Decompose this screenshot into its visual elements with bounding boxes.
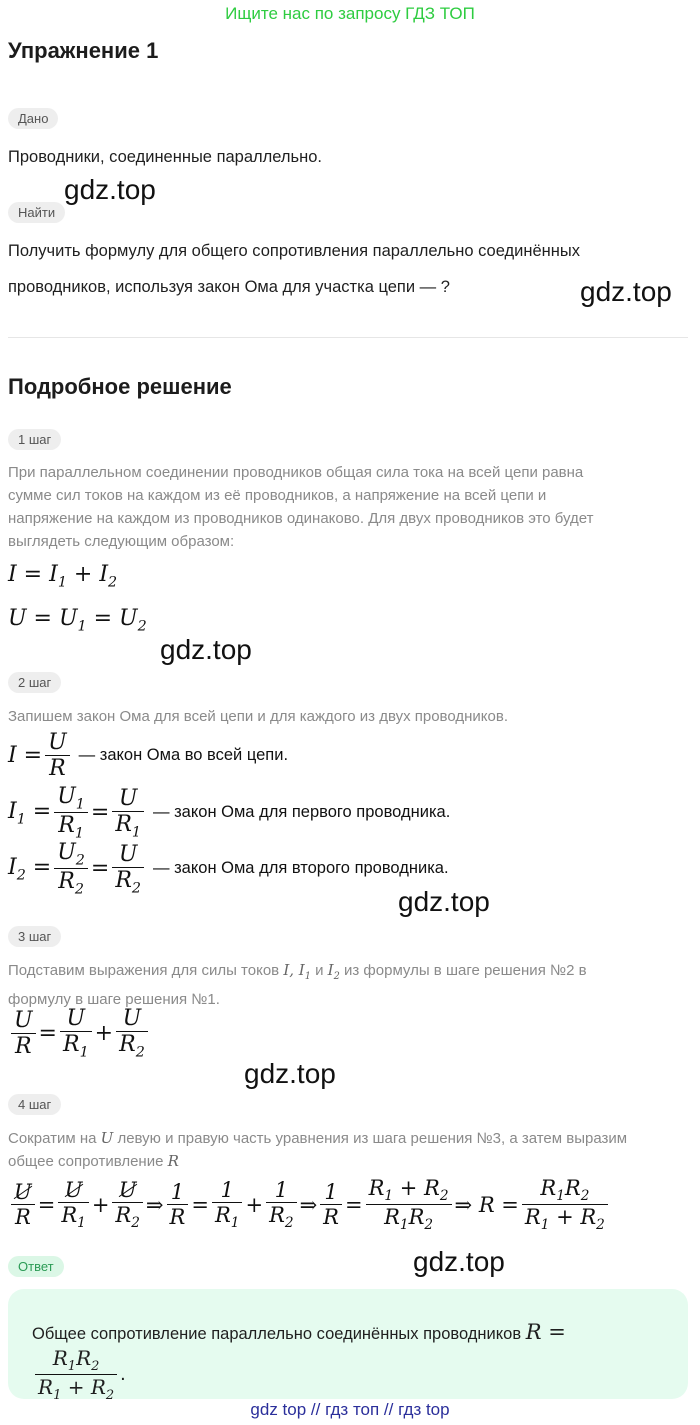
answer-badge: Ответ (8, 1256, 64, 1277)
equation-ohm-first: $I_1$ = $\frac{U_1}{R_1}$ = $\frac{U}{R_1}$ — закон Ома для первого проводника. (8, 784, 451, 842)
equation-caption: — закон Ома во всей цепи. (78, 746, 289, 764)
step-3-text-2: формулу в шаге решения №1. (8, 991, 220, 1008)
equation-current-sum: $I = I_1 + I_2$ (8, 562, 118, 591)
equation-caption: — закон Ома для второго проводника. (153, 859, 449, 878)
step-1-line: напряжение на каждом из проводников одинаково. Для двух проводников это будет (8, 510, 594, 527)
page-title: Упражнение 1 (8, 38, 159, 63)
section-divider (8, 337, 688, 338)
step-1-line: сумме сил токов на каждом из её проводников, а напряжение на всей цепи и (8, 487, 547, 504)
footer-links: gdz top // гдз топ // гдз top (250, 1400, 450, 1419)
step-2-badge: 2 шаг (8, 672, 61, 693)
watermark: gdz.top (398, 886, 490, 917)
given-text: Проводники, соединенные параллельно. (8, 148, 323, 166)
step-1-line: При параллельном соединении проводников общая сила тока на всей цепи равна (8, 464, 584, 481)
search-banner: Ищите нас по запросу ГДЗ ТОП (225, 4, 475, 23)
watermark: gdz.top (580, 276, 672, 307)
equation-ohm-total: I = $\frac{U}{R}$ — закон Ома во всей цепи. (8, 730, 289, 781)
watermark: gdz.top (244, 1058, 336, 1089)
step-3-text-b: из формулы в шаге решения №2 в (344, 962, 587, 979)
equation-final-derivation: $\frac{U}{R}$ = $\frac{U}{R_1}$ + $\frac{U}{R_2}$ ⇒ $\frac{1}{R}$ = $\frac{1}{R_1}$ + $\frac{1}{R_2}$ ⇒ $\frac{1}{R}$ = $\frac{R_1 + R_2}{R_1R_2}$ ⇒ R = $\frac{R_1R_2}{R_1 + R_2}$ (8, 1176, 611, 1233)
given-badge: Дано (8, 108, 58, 129)
watermark: gdz.top (160, 634, 252, 665)
watermark: gdz.top (64, 174, 156, 205)
find-text-line-2: проводников, используя закон Ома для участка цепи — ? (8, 278, 450, 296)
step-3-text: Подставим выражения для силы токов I, $I_1$ и $I_2$ из формулы в шаге решения №2 в формулу в шаге решения №1. (8, 959, 692, 1011)
watermark: gdz.top (413, 1246, 505, 1277)
step-4-text-b: левую и правую часть уравнения из шага решения №3, а затем выразим (117, 1130, 628, 1147)
find-text-line-1: Получить формулу для общего сопротивления параллельно соединённых (8, 242, 580, 260)
find-badge: Найти (8, 202, 65, 223)
equation-caption: — закон Ома для первого проводника. (153, 803, 451, 822)
step-1-badge: 1 шаг (8, 429, 61, 450)
solution-title: Подробное решение (8, 374, 232, 399)
equation-ohm-second: $I_2$ = $\frac{U_2}{R_2}$ = $\frac{U}{R_2}$ — закон Ома для второго проводника. (8, 840, 449, 898)
equation-substitution: $\frac{U}{R}$ = $\frac{U}{R_1}$ + $\frac{U}{R_2}$ (8, 1006, 151, 1060)
answer-sentence: Общее сопротивление параллельно соединённых проводников (32, 1325, 522, 1343)
step-4-text-2: общее сопротивление (8, 1153, 164, 1170)
step-4-text: Сократим на U левую и правую часть уравнения из шага решения №3, а затем выразим общее сопротивление R (8, 1129, 628, 1170)
answer-text: Общее сопротивление параллельно соединённых проводников R = $\frac{R_1R_2}{R_1 + R_2}$ . (32, 1320, 566, 1403)
step-3-and: и (315, 962, 324, 979)
step-1-text (8, 461, 688, 553)
step-1-line: выглядеть следующим образом: (8, 533, 235, 550)
step-2-text: Запишем закон Ома для всей цепи и для каждого из двух проводников. (8, 708, 508, 725)
step-3-text-a: Подставим выражения для силы токов (8, 962, 280, 979)
step-4-badge: 4 шаг (8, 1094, 61, 1115)
step-4-text-a: Сократим на (8, 1130, 97, 1147)
equation-voltage-equal: $U = U_1 = U_2$ (8, 606, 147, 635)
step-3-badge: 3 шаг (8, 926, 61, 947)
